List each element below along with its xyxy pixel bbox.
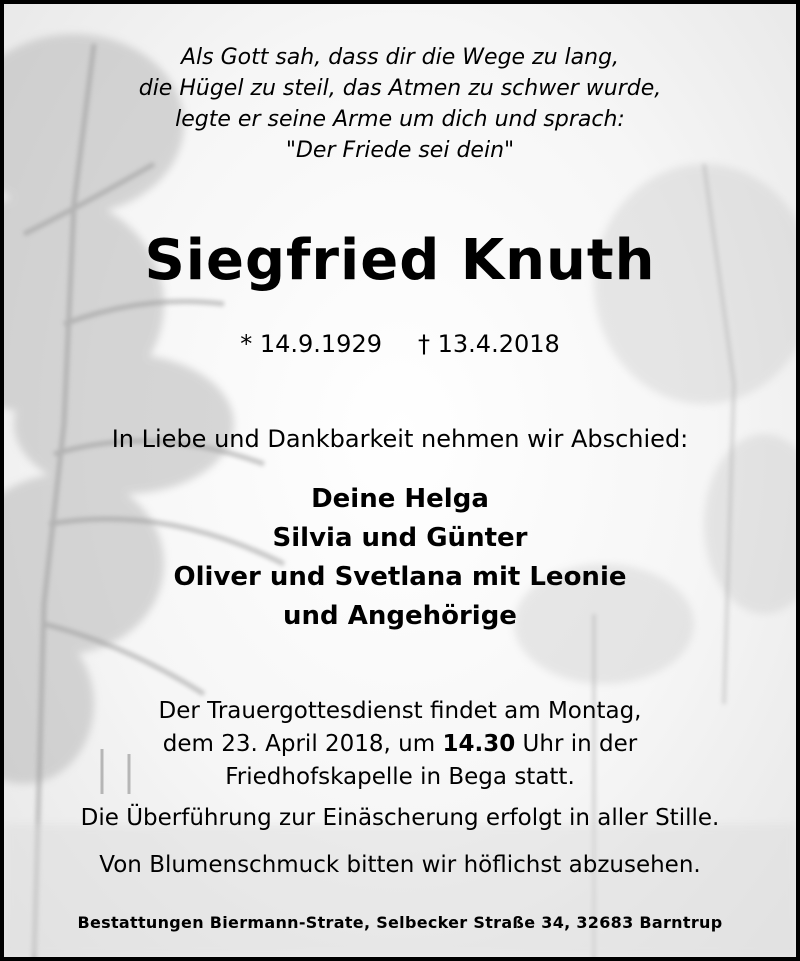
life-dates xyxy=(4,330,796,358)
mourner: Silvia und Günter xyxy=(272,523,528,553)
death-date: † 13.4.2018 xyxy=(418,330,560,358)
mourner: und Angehörige xyxy=(283,601,517,631)
mourner: Oliver und Svetlana mit Leonie xyxy=(173,562,627,592)
ground-haze xyxy=(4,824,796,957)
mourner: Deine Helga xyxy=(311,484,489,514)
service-line-2 xyxy=(4,728,796,761)
cremation-note: Die Überführung zur Einäscherung erfolgt in aller Stille. xyxy=(80,805,720,831)
poem-line: "Der Friede sei dein" xyxy=(285,138,515,163)
mourners-list xyxy=(4,480,796,636)
poem-line: die Hügel zu steil, das Atmen zu schwer wurde, xyxy=(138,76,662,101)
flowers-note: Von Blumenschmuck bitten wir höflichst abzusehen. xyxy=(99,852,701,878)
memorial-poem xyxy=(4,42,796,166)
service-time: 14.30 xyxy=(442,731,516,757)
service-line-3: Friedhofskapelle in Bega statt. xyxy=(225,764,575,790)
funeral-service-info xyxy=(4,695,796,794)
undertaker-address: Bestattungen Biermann-Strate, Selbecker Straße 34, 32683 Barntrup xyxy=(77,913,723,932)
service-line-1: Der Trauergottesdienst findet am Montag, xyxy=(158,698,642,724)
farewell-line: In Liebe und Dankbarkeit nehmen wir Abschied: xyxy=(111,425,689,453)
service-time-suffix: Uhr in der xyxy=(515,731,638,757)
poem-line: legte er seine Arme um dich und sprach: xyxy=(175,107,625,132)
service-date-text: dem 23. April 2018, um xyxy=(162,731,443,757)
deceased-name: Siegfried Knuth xyxy=(144,228,656,293)
poem-line: Als Gott sah, dass dir die Wege zu lang, xyxy=(180,45,620,70)
birth-date: * 14.9.1929 xyxy=(240,330,382,358)
